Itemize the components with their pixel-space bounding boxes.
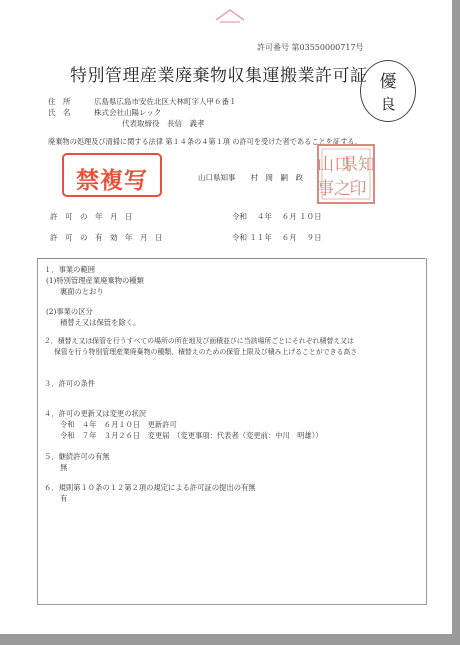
- valid-date-label: 許 可 の 有 効 年 月 日: [50, 233, 163, 242]
- no-copy-stamp: [62, 153, 162, 197]
- permit-number: 許可番号 第03550000717号: [257, 43, 364, 52]
- address-label: 住 所: [48, 97, 71, 106]
- address-value: 広島県広島市安佐北区大林町字人甲６番１: [94, 97, 237, 106]
- excellence-badge: [360, 60, 416, 122]
- badge-line2: 良: [380, 95, 396, 113]
- company-name: 株式会社山陽レック: [94, 108, 162, 117]
- viewer-frame-right: [452, 0, 460, 645]
- section-divider: [37, 258, 425, 259]
- section-1-title: １．事業の範囲: [44, 265, 96, 274]
- document-title: 特別管理産業廃棄物収集運搬業許可証: [70, 66, 368, 86]
- permit-date-value: 令和 ４年 ６月 １０日: [232, 212, 322, 221]
- emblem-icon: [212, 6, 248, 24]
- viewer-frame-bottom: [0, 634, 460, 645]
- section-3-title: ３．許可の条件: [44, 379, 96, 388]
- section-1-sub1-value: 裏面のとおり: [60, 287, 104, 296]
- legal-statement: 廃棄物の処理及び清掃に関する法律 第１４条の４第１項 の許可を受けた者であることを証する。: [48, 137, 362, 146]
- badge-line1: 優: [379, 72, 397, 92]
- seal-char-4: 印: [349, 179, 367, 199]
- issuer: 山口県知事 村 岡 嗣 政: [198, 173, 303, 182]
- seal-char-3: 事之: [317, 179, 351, 199]
- section-4-row1: 令和 ４年 ６月１０日 更新許可: [60, 420, 177, 429]
- section-1-sub2: (2)事業の区分: [46, 307, 93, 316]
- section-6-title: ６．規則第１０条の１２第２項の規定による許可証の提出の有無: [44, 483, 256, 492]
- seal-char-2: 県知: [341, 155, 375, 175]
- seal-char-1: 山口: [317, 155, 351, 175]
- permit-date-label: 許 可 の 年 月 日: [50, 212, 133, 221]
- section-6-value: 有: [60, 494, 68, 503]
- valid-date-value: 令和 １１年 ６月 ９日: [232, 233, 322, 242]
- section-1-sub2-value: 積替え又は保管を除く。: [60, 318, 141, 327]
- section-4-row2: 令和 ７年 ３月２６日 変更届 （変更事項：代表者（変更前：中川 明雄））: [60, 431, 323, 440]
- section-2-line1: ２．積替え又は保管を行うすべての場所の所在地及び面積並びに当該場所ごとにそれぞれ積替え又は: [44, 337, 354, 345]
- section-4-title: ４．許可の更新又は変更の状況: [44, 409, 147, 418]
- section-2-line2: 保管を行う特別管理産業廃棄物の種類、積替えのための保管上限及び積み上げることができる高さ: [54, 348, 358, 356]
- no-copy-stamp-text: 禁複写: [76, 168, 148, 194]
- representative: 代表取締役 長信 義孝: [122, 119, 205, 128]
- official-seal-icon: [316, 143, 376, 205]
- section-1-sub1: (1)特別管理産業廃棄物の種類: [46, 276, 144, 285]
- section-5-title: ５．継続許可の有無: [44, 452, 110, 461]
- section-5-value: 無: [60, 463, 68, 472]
- name-label: 氏 名: [48, 108, 71, 117]
